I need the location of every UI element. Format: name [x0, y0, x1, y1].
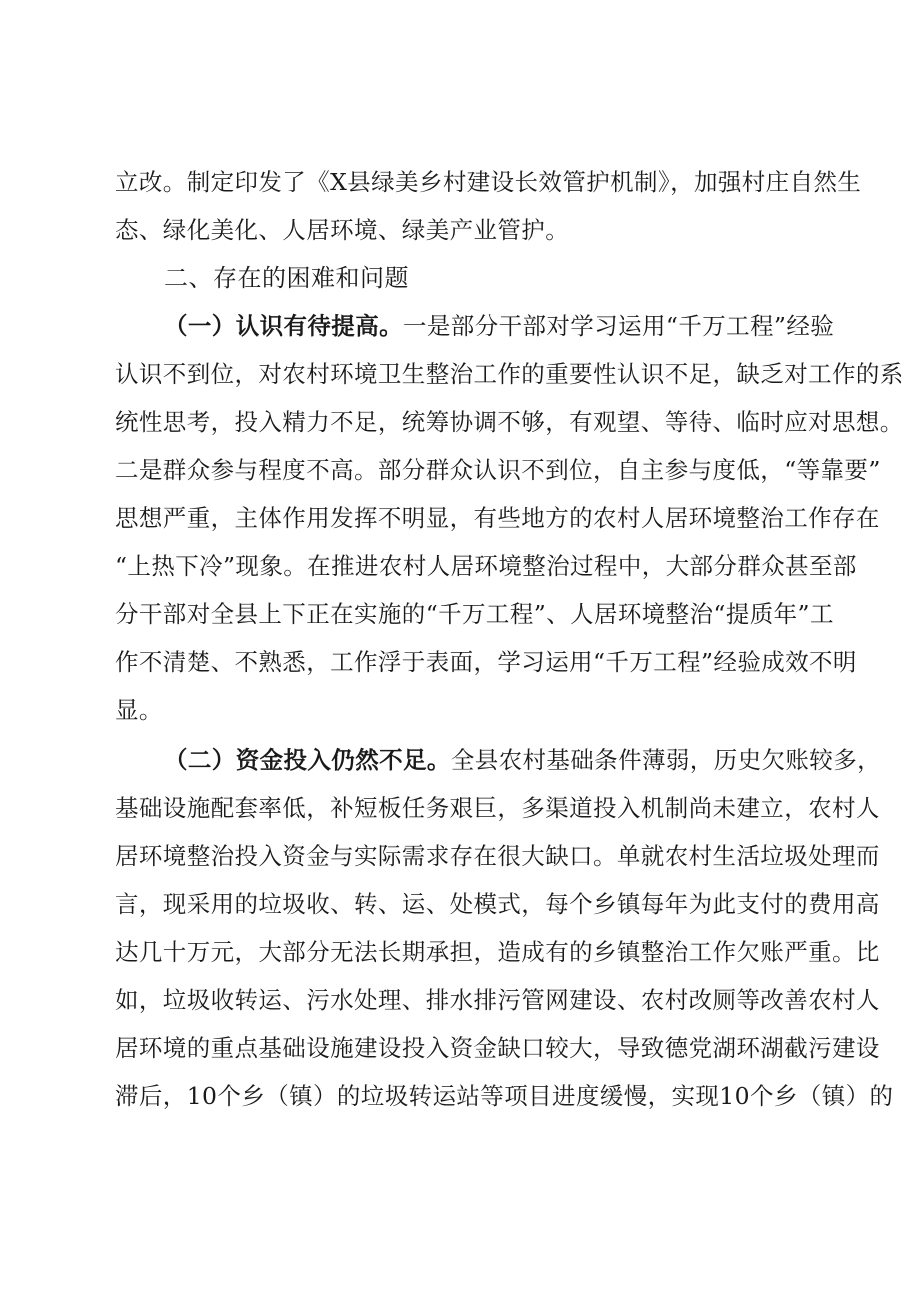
body-line: 二是群众参与程度不高。部分群众认识不到位，自主参与度低，“等靠要” [115, 456, 881, 484]
body-line: 分干部对全县上下正在实施的“千万工程”、人居环境整治“提质年”工 [115, 600, 834, 628]
body-line: 显。 [115, 696, 163, 724]
body-line: 认识不到位，对农村环境卫生整治工作的重要性认识不足，缺乏对工作的系 [115, 360, 904, 388]
body-line: 如，垃圾收转运、污水处理、排水排污管网建设、农村改厕等改善农村人 [115, 986, 880, 1014]
body-line: 思想严重，主体作用发挥不明显，有些地方的农村人居环境整治工作存在 [115, 504, 880, 532]
body-line: 居环境整治投入资金与实际需求存在很大缺口。单就农村生活垃圾处理而 [115, 842, 880, 870]
body-line: 居环境的重点基础设施建设投入资金缺口较大，导致德党湖环湖截污建设 [115, 1034, 880, 1062]
body-line: 统性思考，投入精力不足，统筹协调不够，有观望、等待、临时应对思想。 [115, 408, 904, 436]
body-text: 全县农村基础条件薄弱，历史欠账较多， [450, 746, 882, 774]
body-line: 立改。制定印发了《X县绿美乡村建设长效管护机制》，加强村庄自然生 [115, 168, 862, 196]
body-line: 滞后，10个乡（镇）的垃圾转运站等项目进度缓慢，实现10个乡（镇）的 [115, 1082, 894, 1110]
subsection-first-line [164, 311, 835, 341]
body-text: 一是部分干部对学习运用“千万工程”经验 [403, 312, 835, 340]
body-line: 言，现采用的垃圾收、转、运、处模式，每个乡镇每年为此支付的费用高 [115, 890, 880, 918]
body-line: 态、绿化美化、人居环境、绿美产业管护。 [115, 216, 570, 244]
section-heading: 二、存在的困难和问题 [164, 264, 409, 292]
subsection-title: （一）认识有待提高。 [164, 312, 403, 340]
body-line: 作不清楚、不熟悉，工作浮于表面，学习运用“千万工程”经验成效不明 [115, 648, 857, 676]
subsection-title: （二）资金投入仍然不足。 [164, 746, 451, 774]
body-line: 达几十万元，大部分无法长期承担，造成有的乡镇整治工作欠账严重。比 [115, 938, 880, 966]
subsection-first-line [164, 745, 882, 775]
body-line: “上热下冷”现象。在推进农村人居环境整治过程中，大部分群众甚至部 [115, 552, 857, 580]
body-line: 基础设施配套率低，补短板任务艰巨，多渠道投入机制尚未建立，农村人 [115, 794, 880, 822]
